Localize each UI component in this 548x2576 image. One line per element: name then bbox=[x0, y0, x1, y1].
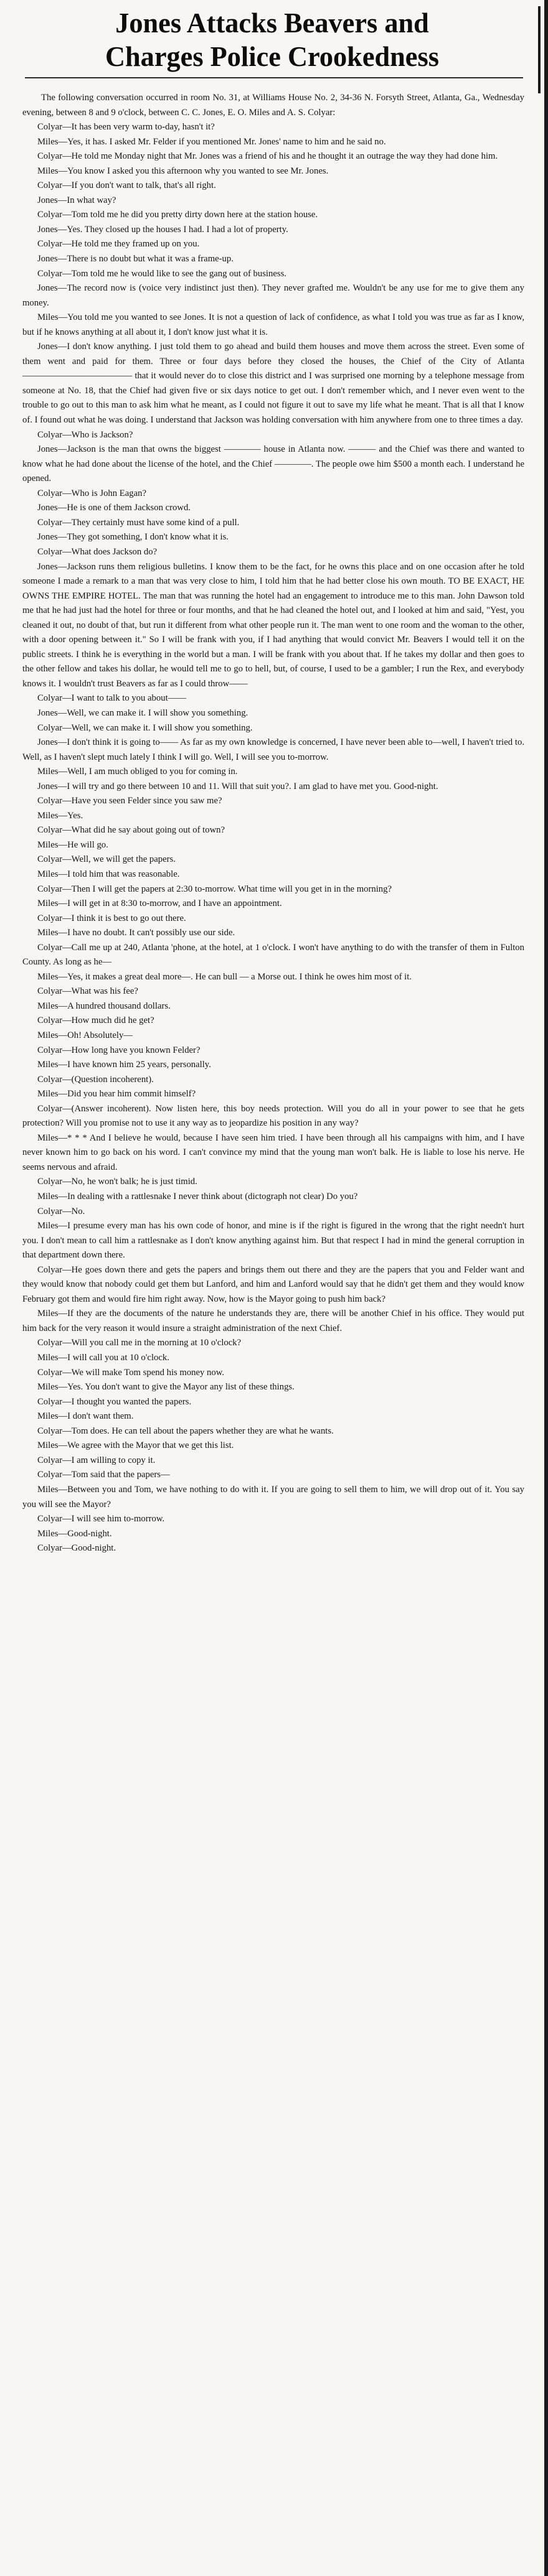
dialogue-paragraph: Miles—I presume every man has his own code of honor, and mine is if the right is figured in the wrong that the right needn't hurt you. I don't mean to call him a rattlesnake as I don't know anything against him. But that respect I had in mind the general corruption in that department down there. bbox=[22, 1221, 524, 1261]
dialogue-paragraph: Jones—Well, we can make it. I will show you something. bbox=[37, 707, 248, 718]
intro-paragraph: The following conversation occurred in room No. 31, at Williams House No. 2, 34-36 N. Forsyth Street, Atlanta, Ga., Wednesday evening, between 8 and 9 o'clock, between C. C. Jones, E. O. Miles and A. S. Colyar: bbox=[22, 93, 524, 118]
dialogue-paragraph: Colyar—He goes down there and gets the papers and brings them out there and they are the papers that you and Felder want and they would know that nobody could get them but Lanford, and him and Lanford would say that he didn't get them and they would know February got them and would fire him right away. Now, how is the Mayor going to push him back? bbox=[22, 1264, 524, 1304]
dialogue-paragraph: Miles—Oh! Absolutely— bbox=[37, 1030, 133, 1040]
dialogue-paragraph: Miles—I have no doubt. It can't possibly use our side. bbox=[37, 928, 235, 938]
headline-rule bbox=[25, 77, 523, 78]
dialogue-paragraph: Colyar—Tom does. He can tell about the papers whether they are what he wants. bbox=[37, 1426, 334, 1436]
dialogue-paragraph: Colyar—If you don't want to talk, that's all right. bbox=[37, 180, 216, 191]
dialogue-paragraph: Miles—He will go. bbox=[37, 839, 108, 850]
headline bbox=[11, 6, 532, 73]
dialogue-paragraph: Colyar—What did he say about going out of town? bbox=[37, 825, 225, 836]
dialogue-paragraph: Miles—I told him that was reasonable. bbox=[37, 869, 180, 879]
dialogue-paragraph: Colyar—Tom said that the papers— bbox=[37, 1470, 170, 1480]
dialogue-paragraph: Colyar—Tom told me he would like to see the gang out of business. bbox=[37, 268, 286, 279]
headline-line-2: Charges Police Crookedness bbox=[105, 41, 439, 72]
dialogue-paragraph: Colyar—It has been very warm to-day, hasn't it? bbox=[37, 122, 215, 133]
dialogue-paragraph: Jones—Jackson runs them religious bulletins. I know them to be the fact, for he owns this place and on one occasion after he told someone I made a remark to a man that was very close to him, I told him that he had better close his own mouth. TO BE EXACT, HE OWNS THE EMPIRE HOTEL. The man that was running the hotel had an engagement to introduce me to this man. John Dawson told me that he had just had the hotel for three or four months, and that he had cleaned the hotel out, and I looked at him and said, "Yest, you cleaned it out, no doubt of that, but run it different from what other people run it. The man went to one room and the woman to the other, with a door opening between it." So I will be frank with you, if I had anything that would convict Mr. Beavers I would tell it on the public streets. I think he is everything in the world but a man. I will be frank with you about that. If he takes my dollar and then goes to the other fellow and takes his dollar, he would tell me to go to hell, but, of course, I used to be a gambler; I run the Rex, and everybody knows it. I wouldn't trust Beavers as far as I could throw—— bbox=[22, 561, 524, 689]
dialogue-paragraph: Colyar—(Answer incoherent). Now listen here, this boy needs protection. Will you do all in your power to see that he gets protection? Will you promise not to use it any way as to jeopardize his position in any way? bbox=[22, 1103, 524, 1129]
dialogue-paragraph: Jones—I don't think it is going to—— As far as my own knowledge is concerned, I have never been able to—well, I haven't tried to. Well, as I haven't slept much lately I think I will go. Well, I will see you to-morrow. bbox=[22, 737, 524, 762]
dialogue-paragraph: Colyar—What was his fee? bbox=[37, 986, 138, 997]
dialogue-paragraph: Colyar—No. bbox=[37, 1206, 85, 1216]
dialogue-paragraph: Miles—You told me you wanted to see Jones. It is not a question of lack of confidence, as what I told you was true as far as I know, but if he knows anything at all about it, I don't know just what it is. bbox=[22, 312, 524, 337]
dialogue-paragraph: Colyar—What does Jackson do? bbox=[37, 546, 158, 557]
adjacent-column-edge bbox=[538, 6, 541, 93]
dialogue-paragraph: Miles—Yes. You don't want to give the Mayor any list of these things. bbox=[37, 1382, 295, 1393]
column-rule bbox=[544, 0, 548, 2576]
dialogue-paragraph: Colyar—Who is John Eagan? bbox=[37, 488, 146, 498]
dialogue-paragraph: Jones—He is one of them Jackson crowd. bbox=[37, 503, 191, 513]
dialogue-paragraph: Colyar—Call me up at 240, Atlanta 'phone, at the hotel, at 1 o'clock. I won't have anything to do with the transfer of them in Fulton County. As long as he— bbox=[22, 942, 524, 968]
dialogue-paragraph: Miles—We agree with the Mayor that we get this list. bbox=[37, 1440, 234, 1451]
dialogue-paragraph: Miles—I don't want them. bbox=[37, 1411, 134, 1422]
dialogue-paragraph: Jones—There is no doubt but what it was a frame-up. bbox=[37, 254, 234, 264]
dialogue-paragraph: Miles—Between you and Tom, we have nothing to do with it. If you are going to sell them to him, we will drop out of it. You say you will see the Mayor? bbox=[22, 1484, 524, 1510]
dialogue-paragraph: Miles—* * * And I believe he would, because I have seen him tried. I have been through all his campaigns with him, and I have never known him to go back on his word. I can't convince my mind that the young man won't balk. He is liable to lose his nerve. He seems nervous and afraid. bbox=[22, 1132, 524, 1172]
dialogue-paragraph: Jones—I will try and go there between 10 and 11. Will that suit you?. I am glad to have met you. Good-night. bbox=[37, 781, 438, 791]
dialogue-paragraph: Miles—Yes, it makes a great deal more—. He can bull — a Morse out. I think he owes him most of it. bbox=[37, 971, 412, 982]
dialogue-paragraph: Jones—The record now is (voice very indistinct just then). They never grafted me. Wouldn't be any use for me to give them any money. bbox=[22, 283, 524, 308]
dialogue-paragraph: Colyar—Who is Jackson? bbox=[37, 429, 133, 440]
dialogue-paragraph: Colyar—How long have you known Felder? bbox=[37, 1045, 201, 1055]
dialogue-paragraph: Colyar—They certainly must have some kind of a pull. bbox=[37, 517, 240, 528]
dialogue-paragraph: Colyar—I will see him to-morrow. bbox=[37, 1514, 165, 1524]
dialogue-paragraph: Miles—Good-night. bbox=[37, 1528, 112, 1539]
dialogue-paragraph: Colyar—Well, we can make it. I will show you something. bbox=[37, 722, 253, 733]
dialogue-paragraph: Jones—In what way? bbox=[37, 195, 116, 205]
dialogue-paragraph: Miles—If they are the documents of the nature he understands they are, there will be another Chief in his office. They would put him back for the very reason it would insure a straight administration of the next Chief. bbox=[22, 1309, 524, 1333]
dialogue-paragraph: Miles—You know I asked you this afternoon why you wanted to see Mr. Jones. bbox=[37, 166, 329, 176]
dialogue-paragraph: Miles—I will get in at 8:30 to-morrow, and I have an appointment. bbox=[37, 898, 282, 909]
dialogue-paragraph: Jones—I don't know anything. I just told them to go ahead and build them houses and move them across the street. Even some of them went and paid for them. Three or four days before they closed the houses, the Chief of the City of Atlanta ———————————— that it would never do to close this district and I was surprised one morning by a telephone message from someone at No. 18, that the Chief had given five or six days notice to get out. I don't remember which, and I never even went to the trouble to go out to this man to ask him what he meant, as I could not figure it out to save my life what he meant. That is all that I know of. I found out what he was doing. I understand that Jackson was holding conversation with him anywhere from one to three times a day. bbox=[22, 342, 524, 426]
dialogue-paragraph: Colyar—How much did he get? bbox=[37, 1015, 154, 1026]
dialogue-paragraph: Jones—They got something, I don't know what it is. bbox=[37, 532, 229, 543]
dialogue-paragraph: Colyar—Will you call me in the morning at 10 o'clock? bbox=[37, 1338, 242, 1348]
article-body bbox=[22, 91, 524, 2570]
dialogue-paragraph: Colyar—I thought you wanted the papers. bbox=[37, 1396, 192, 1407]
dialogue-paragraph: Colyar—I am willing to copy it. bbox=[37, 1455, 156, 1465]
dialogue-paragraph: Miles—Did you hear him commit himself? bbox=[37, 1089, 196, 1099]
dialogue-paragraph: Miles—I will call you at 10 o'clock. bbox=[37, 1353, 169, 1363]
dialogue-paragraph: Colyar—Have you seen Felder since you saw me? bbox=[37, 796, 222, 806]
dialogue-paragraph: Colyar—I think it is best to go out there. bbox=[37, 913, 186, 923]
dialogue-paragraph: Colyar—He told me they framed up on you. bbox=[37, 239, 200, 250]
dialogue-paragraph: Colyar—No, he won't balk; he is just timid. bbox=[37, 1177, 197, 1187]
dialogue-paragraph: Jones—Jackson is the man that owns the biggest ———— house in Atlanta now. ——— and the Chief was there and wanted to know what he had done about the license of the hotel, and the Chief ————. The people owe him $500 a month each. I understand he opened. bbox=[22, 444, 524, 484]
dialogue-paragraph: Colyar—Tom told me he did you pretty dirty down here at the station house. bbox=[37, 210, 318, 220]
dialogue-paragraph: Colyar—(Question incoherent). bbox=[37, 1074, 154, 1085]
dialogue-paragraph: Miles—Yes, it has. I asked Mr. Felder if you mentioned Mr. Jones' name to him and he said no. bbox=[37, 136, 386, 147]
dialogue-paragraph: Colyar—We will make Tom spend his money now. bbox=[37, 1367, 225, 1378]
dialogue-paragraph: Miles—Yes. bbox=[37, 810, 83, 821]
dialogue-paragraph: Colyar—Well, we will get the papers. bbox=[37, 854, 176, 865]
headline-line-1: Jones Attacks Beavers and bbox=[115, 7, 429, 39]
dialogue-paragraph: Miles—I have known him 25 years, personally. bbox=[37, 1060, 211, 1070]
dialogue-paragraph: Miles—Well, I am much obliged to you for coming in. bbox=[37, 767, 238, 777]
dialogue-paragraph: Colyar—I want to talk to you about—— bbox=[37, 693, 187, 704]
dialogue-paragraph: Colyar—Good-night. bbox=[37, 1543, 116, 1554]
dialogue-paragraph: Miles—In dealing with a rattlesnake I never think about (dictograph not clear) Do you? bbox=[37, 1192, 358, 1202]
dialogue-paragraph: Miles—A hundred thousand dollars. bbox=[37, 1001, 171, 1011]
dialogue-paragraph: Colyar—He told me Monday night that Mr. Jones was a friend of his and he thought it an outrage the way they had done him. bbox=[37, 151, 498, 162]
dialogue-paragraph: Jones—Yes. They closed up the houses I had. I had a lot of property. bbox=[37, 224, 288, 235]
dialogue-paragraph: Colyar—Then I will get the papers at 2:30 to-morrow. What time will you get in in the morning? bbox=[37, 884, 392, 894]
